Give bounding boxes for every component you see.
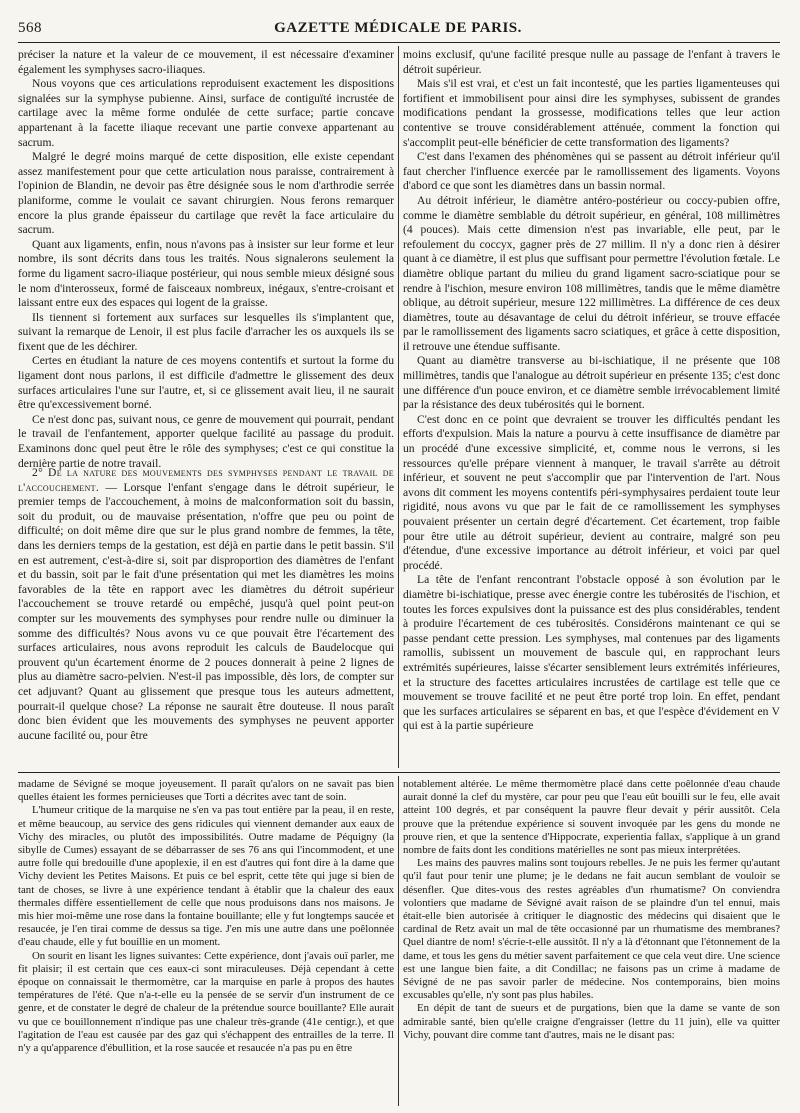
column-divider — [398, 46, 399, 768]
paragraph: En dépit de tant de sueurs et de purgations, bien que la dame se vante de son admirable santé, bien qu'elle craigne d'engraisser (lettre du 11 juin), elle va quitter Vichy, pouvant dire comme tant d'autres, mais ne le disant pas: — [403, 1002, 780, 1041]
article-column-left-top — [18, 48, 394, 470]
feuilleton-rule — [18, 772, 780, 773]
feuilleton-column-divider — [398, 776, 399, 1106]
page-header — [18, 18, 778, 40]
paragraph: On sourit en lisant les lignes suivantes: Cette expérience, dont j'avais ouï parler, me fit plaisir; il est certain que ces eaux-ci sont miraculeuses. Déjà cependant à cette époque on connaissait le thermomètre, car la marquise en parle à propos des hautes températures de l'été. Que n'a-t-elle eu la pensée de se servir d'un instrument de ce genre, et de constater le degré de chaleur de la prétendue source bouillante? Elle aurait vu que ce bouillonnement n'indique pas une chaleur très-grande (41e centigr.), et que l'agitation de l'eau est causée par des gaz qui s'échappent des entrailles de la terre. Il n'y a qu'apparence d'ébullition, et la rose saucée et resaucée n'a pas pu en être — [18, 949, 394, 1055]
paragraph: Certes en étudiant la nature de ces moyens contentifs et surtout la forme du ligament dont nous parlons, il est difficile d'admettre le glissement des deux surfaces articulaires l'une sur l'autre, et, si ce glissement avait lieu, il ne saurait être qu'excessivement borné. — [18, 354, 394, 412]
paragraph: Malgré le degré moins marqué de cette disposition, elle existe cependant assez manifestement pour que cette articulation nous paraisse, contrairement à l'opinion de Blandin, ne devoir pas être désignée sous le nom d'arthrodie serrée planiforme, comme le voulait ce savant chirurgien. Nous ferons remarquer encore la plus grande épaisseur du cartilage que revêt la face articulaire du sacrum. — [18, 150, 394, 237]
paragraph: moins exclusif, qu'une facilité presque nulle au passage de l'enfant à travers le détroit supérieur. — [403, 48, 780, 76]
paragraph: Ce n'est donc pas, suivant nous, ce genre de mouvement qui pourrait, pendant le travail de l'enfantement, apporter quelque facilité au passage du produit. Examinons donc quel peut être le rôle des symphyses; c'est ce qui constitue la dernière partie de notre travail. — [18, 412, 394, 470]
paragraph: Ils tiennent si fortement aux surfaces sur lesquelles ils s'implantent que, suivant la remarque de Lenoir, il est plus facile d'arracher les os auxquels ils se fixent que de les déchirer. — [18, 310, 394, 353]
section-paragraph — [18, 466, 394, 743]
header-rule — [18, 42, 780, 43]
paragraph: Nous voyons que ces articulations reproduisent exactement les dispositions signalées sur la symphyse pubienne. Ainsi, surface de contiguïté incrustée de cartilage avec la même forme ondulée de cette surface; partie concave appartenant à la facette iliaque recevant une partie convexe appartenant au sacrum. — [18, 77, 394, 149]
paragraph: madame de Sévigné se moque joyeusement. Il paraît qu'alors on ne savait pas bien quelles étaient les formes pernicieuses que Torti a décrites avec tant de soin. — [18, 778, 394, 804]
paragraph: Quant au diamètre transverse au bi-ischiatique, il ne présente que 108 millimètres, tandis que l'analogue au détroit supérieur en présente 135; c'est donc une différence d'un pouce environ, et ce diamètre semble irrévocablement limité par la résistance des deux tubérosités qui le bornent. — [403, 354, 780, 412]
paragraph: Au détroit inférieur, le diamètre antéro-postérieur ou coccy-pubien offre, comme le diamètre semblable du détroit supérieur, en général, 108 millimètres (4 pouces). Mais cette dimension n'est pas invariable, elle peut, par le refoulement du coccyx, gagner près de 27 millim. Il n'y a donc rien à désirer quant à ce diamètre, il est plus que suffisant pour permettre l'évolution fœtale. Le diamètre oblique partant du milieu du grand ligament sacro-sciatique pour se rendre à l'ischion, mesure environ 108 millimètres, tandis que le même diamètre oblique, au détroit supérieur, mesure 122 millimètres. La différence de ces deux diamètres, toute au désavantage de celui du détroit inférieur, se trouve effacée par le ramollissement des ligaments sacro sciatiques, et grâce à cette disposition, il retrouve une étendue suffisante. — [403, 193, 780, 353]
journal-title: GAZETTE MÉDICALE DE PARIS. — [274, 20, 522, 36]
feuilleton-column-right — [403, 778, 780, 1108]
feuilleton-column-left — [18, 778, 394, 1108]
paragraph: préciser la nature et la valeur de ce mouvement, il est nécessaire d'examiner également les symphyses sacro-iliaques. — [18, 48, 394, 76]
paragraph: L'humeur critique de la marquise ne s'en va pas tout entière par la peau, il en reste, et même beaucoup, au service des gens ridicules qui viennent demander aux eaux de Vichy des miracles, ou plutôt des impossibilités. Outre madame de Péquigny (la sibylle de Cumes) essayant de se débarrasser de ses 76 ans qui l'incommodent, et une autre folle qui bredouille d'une apoplexie, il en est d'autres qui font dire à la dame que Vichy devient les Petites Maisons. Et puis ce bel esprit, cette tête qui juge si bien de tant de choses, se livre à une expérience tendant à établir que la chaleur des eaux thermales diffère essentiellement de celle que nous produisons dans nos maisons. Je mis hier moi-même une rose dans la fontaine bouillante; elle y fut longtemps saucée et resaucée, je l'en tirai comme de dessus sa tige. J'en mis une autre dans une poêlonnée d'eau chaude, elle y fut bouillie en un moment. — [18, 804, 394, 949]
paragraph: Quant aux ligaments, enfin, nous n'avons pas à insister sur leur forme et leur nombre, ils sont décrits dans tous les traités. Nous signalerons seulement la forme du ligament sacro-iliaque postérieur, qui nous semble mieux désigné sous le nom d'interosseux, formé de faisceaux nombreux, inégaux, s'entre-croisant et laissant entre eux des espaces qui logent de la graisse. — [18, 237, 394, 310]
article-column-left-section — [18, 466, 394, 768]
paragraph: C'est donc en ce point que devraient se trouver les difficultés pendant les efforts d'expulsion. Mais la nature a pourvu à cette insuffisance de diamètre par un procédé d'une excessive simplicité, et, comme nous le verrons, si les ressources qu'elle prépare viennent à manquer, le travail s'arrête au détroit inférieur, et souvent ne peut s'accomplir que par l'intervention de l'art. Nous avons dit comment les moyens contentifs péri-symphysaires perdaient toute leur rigidité, nous avons vu que par le fait de ce ramollissement les symphyses pouvaient présenter un certain degré d'écartement. Cet écartement, trop faible pour être utile au détroit supérieur, devient au contraire, malgré son peu d'étendue, d'une excessive importance au détroit inférieur, et voici par quel procédé. — [403, 412, 780, 572]
paragraph: La tête de l'enfant rencontrant l'obstacle opposé à son évolution par le diamètre bi-ischiatique, presse avec énergie contre les tubérosités de l'ischion, et toutes les forces expulsives dont la puissance est des plus considérables, tendent à produire l'écartement de ces tubérosités. Considérons maintenant ce qui se passe pendant cette pression. Les symphyses, mal contenues par des ligaments ramollis, subissent un mouvement de bascule qui, en rapprochant leurs extrémités supérieures, laisse s'écarter sensiblement leurs extrémités inférieures, et la structure des facettes articulaires incrustées de cartilage est telle que ce mouvement se trouve facilité et ne peut être porté trop loin. En effet, pendant que les surfaces articulaires se séparent en bas, et que l'espèce d'évidement en V qui est à la partie supérieure — [403, 573, 780, 733]
paragraph: C'est dans l'examen des phénomènes qui se passent au détroit inférieur qu'il faut chercher l'influence exercée par le ramollissement des ligaments. Voyons d'abord ce que sont les diamètres dans un bassin normal. — [403, 150, 780, 193]
page-number: 568 — [18, 20, 42, 36]
paragraph: Les mains des pauvres malins sont toujours rebelles. Je ne puis les fermer qu'autant qu'il faut pour tenir une plume; je le dedans ne fait aucun semblant de vouloir se désenfler. Que dites-vous des restes agréables d'un rhumatisme? On conviendra volontiers que madame de Sévigné avait raison de se plaindre d'un tel ennui, mais était-elle bien autorisée à critiquer le diagnostic des médecins qui disaient que le cardinal de Retz avait un mal de tête occasionné par un rhumatisme des membranes? Quel diantre de nom! s'écrie-t-elle aussitôt. Il n'y a là d'étonnant que l'étonnement de la dame, et tous les gens du métier savent parfaitement ce que cela veut dire. Une science est une langue bien faite, a dit Condillac; ne faisons pas un crime à madame de Sévigné de ne pas savoir parler de médecine. Nos contemporains, bien moins excusables qu'elle, n'y sont pas plus habiles. — [403, 857, 780, 1002]
paragraph: Mais s'il est vrai, et c'est un fait incontesté, que les parties ligamenteuses qui fortifient et immobilisent pour ainsi dire les symphyses, subissent de grandes modifications pendant la grossesse, modifications telles que leur action contentive se trouve considérablement atténuée, comment la fonction qui s'accomplit peut-elle bénéficier de cette transformation des ligaments? — [403, 77, 780, 149]
section-heading: 2° De la nature des mouvements des symphyses pendant le travail de l'accouchement. — [18, 466, 394, 494]
paragraph: notablement altérée. Le même thermomètre placé dans cette poêlonnée d'eau chaude aurait donné la clef du mystère, car pour peu que l'eau eût bouilli sur le feu, elle avait atteint 100 degrés, et par conséquent la pauvre fleur devait y périr aussitôt. Cela prouve que la prétendue expérience si souvent invoquée par les gens du monde ne prouve rien, et que la sentence d'Hippocrate, experientia fallax, s'applique à un grand nombre de faits dont les conditions matérielles ne sont pas mieux interprétées. — [403, 778, 780, 857]
article-column-right — [403, 48, 780, 770]
section-body: — Lorsque l'enfant s'engage dans le détroit supérieur, le premier temps de l'accouchement, à moins de malconformation soit du bassin, soit du produit, ou de mauvaise présentation, n'offre que peu ou point de difficulté; on doit même dire que sur le plus grand nombre de femmes, la tête, dans les derniers temps de la gestation, est déjà en partie dans le petit bassin. S'il en est autrement, c'est-à-dire si, soit par disproportion des diamètres de l'enfant et du bassin, soit par le fait d'une présentation qui met les diamètres les moins favorables de la tête en rapport avec les diamètres du détroit supérieur l'accouchement se trouve retardé ou empêché, jusqu'à quel point peut-on compter sur les mouvements des symphyses pour rendre nulle ou diminuer la somme des difficultés? Nous avons vu ce que pouvait être l'écartement des surfaces articulaires, nous avons reproduit les calculs de Baudelocque qui prouvent qu'un écartement énorme de 2 pouces donnerait à peine 2 lignes de plus au diamètre sacro-pelvien. N'est-il pas impossible, dès lors, de compter sur cet adjuvant? Quant au glissement que presque tous les auteurs admettent, pourrait-il quelque chose? La réponse ne saurait être douteuse. Il nous paraît donc bien évident que les mouvements des symphyses ne peuvent apporter aucune facilité ou, pour être — [18, 480, 394, 742]
